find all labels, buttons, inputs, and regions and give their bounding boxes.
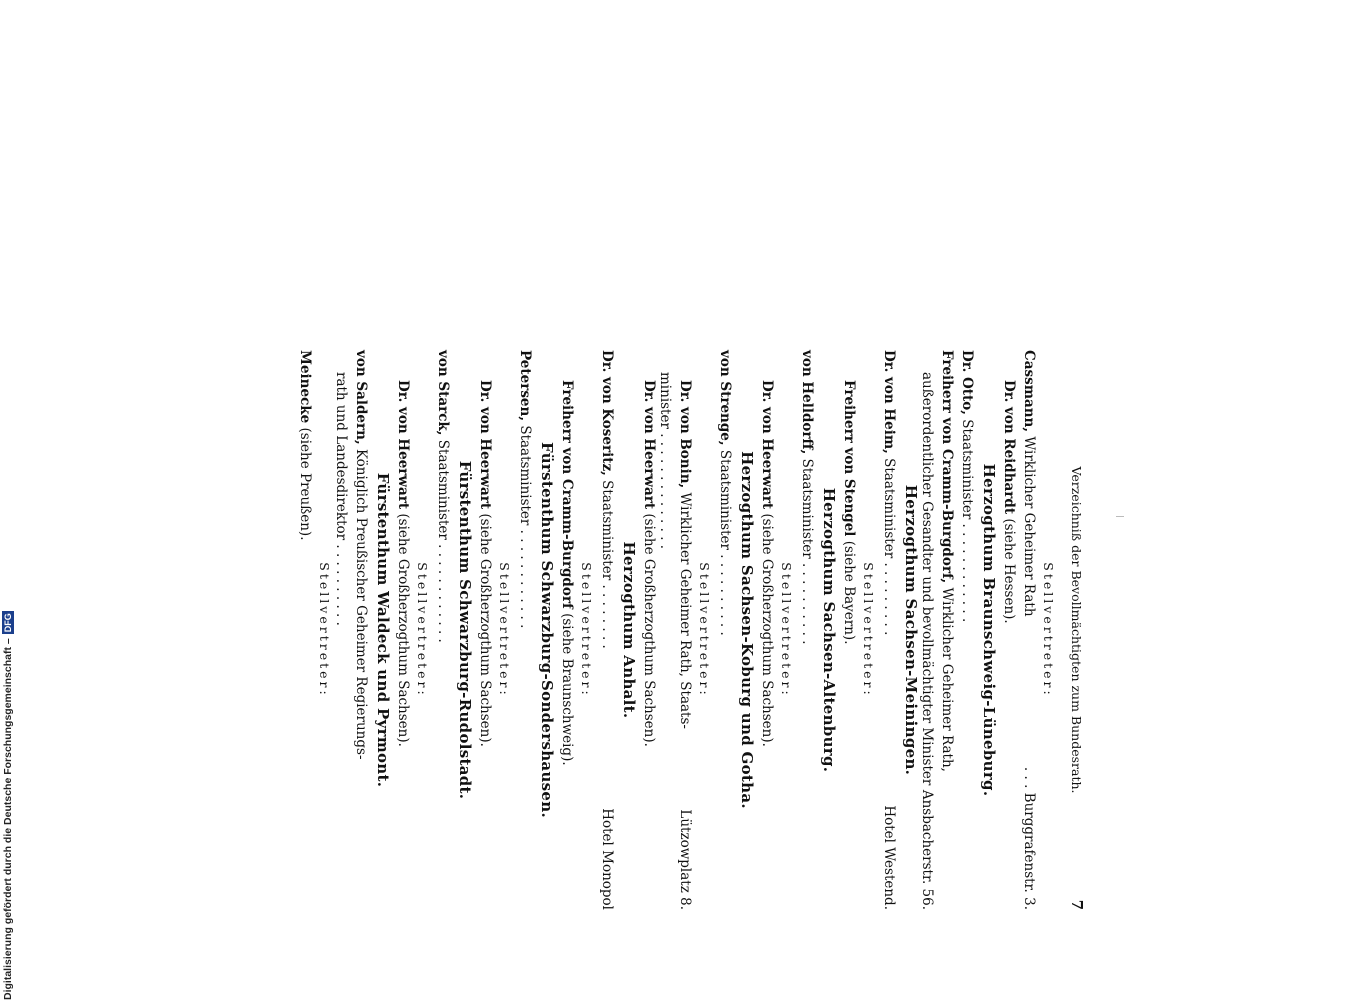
- delegate-title: Staatsminister . . . . . . . . . . . .: [517, 425, 533, 629]
- delegate-title: Staatsminister . . . . . . . . . . . .: [959, 419, 975, 623]
- delegate-title: Staatsminister . . . . . . . .: [599, 480, 615, 649]
- delegate-name: Freiherr von Cramm-Burgdorf: [559, 380, 575, 609]
- delegate-title: Wirklicher Geheimer Rath,: [939, 587, 955, 772]
- state-heading: Fürstenthum Waldeck und Pyrmont.: [374, 472, 392, 788]
- delegate-entry: [1021, 350, 1037, 910]
- scan-artifact: [1116, 516, 1124, 517]
- delegate-entry: [841, 380, 857, 910]
- delegate-address: Lützowplatz 8.: [677, 809, 693, 910]
- running-title: Verzeichniß der Bevollmächtigten zum Bundesrath.: [1069, 466, 1084, 794]
- delegate-title: (siehe Großherzogthum Sachsen).: [395, 513, 411, 747]
- delegate-title: (siehe Großherzogthum Sachsen).: [641, 513, 657, 747]
- document-page: [224, 350, 1084, 910]
- delegate-entry: [599, 350, 615, 910]
- delegate-title: Staatsminister . . . . . . . . .: [881, 458, 897, 636]
- delegate-name: von Helldorff,: [799, 350, 815, 455]
- delegate-entry: [939, 350, 955, 910]
- delegate-entry: [517, 350, 533, 910]
- delegate-entry: [333, 372, 349, 910]
- state-heading: Herzogthum Anhalt.: [620, 541, 638, 719]
- substitute-label: Stellvertreter:: [579, 562, 594, 698]
- substitute-label: Stellvertreter:: [317, 562, 332, 698]
- delegate-name: von Saldern,: [353, 350, 369, 445]
- delegate-entry: [353, 350, 369, 910]
- delegate-entry: [959, 350, 975, 910]
- delegate-name: Dr. von Reidhardt: [1001, 380, 1017, 515]
- delegate-entry: [477, 380, 493, 910]
- delegate-title: minister . . . . . . . . . . . . . .: [657, 372, 673, 550]
- delegate-entry: [799, 350, 815, 910]
- delegate-name: Dr. von Heerwart: [759, 380, 775, 510]
- delegate-title: (siehe Braunschweig).: [559, 613, 575, 766]
- delegate-address: Hotel Westend.: [881, 805, 897, 910]
- delegate-name: Petersen,: [517, 350, 533, 422]
- delegate-address: Ansbacherstr. 56.: [919, 789, 935, 910]
- page-number: 7: [1068, 899, 1086, 910]
- delegate-title: (siehe Bayern).: [841, 540, 857, 645]
- substitute-label: Stellvertreter:: [697, 562, 712, 698]
- delegate-entry: [919, 372, 935, 910]
- delegate-title: rath und Landesdirektor . . . . . . . . . .: [333, 372, 349, 626]
- state-heading: Herzogthum Braunschweig-Lüneburg.: [980, 463, 998, 797]
- state-heading: Fürstenthum Schwarzburg-Sondershausen.: [538, 442, 556, 818]
- delegate-title: Staatsminister . . . . . . . . . .: [717, 449, 733, 636]
- delegate-entry: [657, 372, 673, 910]
- delegate-name: Dr. von Heim,: [881, 350, 897, 454]
- delegate-entry: [395, 380, 411, 910]
- state-heading: Herzogthum Sachsen-Meiningen.: [902, 484, 920, 776]
- substitute-label: Stellvertreter:: [1041, 562, 1056, 698]
- delegate-name: Dr. von Koseritz,: [599, 350, 615, 476]
- delegate-title: (siehe Preußen).: [297, 427, 313, 541]
- delegate-title: Staatsminister . . . . . . . . . . . .: [435, 439, 451, 643]
- state-heading: Herzogthum Sachsen-Koburg und Gotha.: [738, 451, 756, 809]
- dfg-logo: DFG: [3, 613, 13, 633]
- state-heading: Fürstenthum Schwarzburg-Rudolstadt.: [456, 460, 474, 800]
- delegate-entry: [297, 350, 313, 910]
- delegate-name: Dr. Otto,: [959, 350, 975, 415]
- delegate-entry: [435, 350, 451, 910]
- delegate-name: Freiherr von Cramm-Burgdorf,: [939, 350, 955, 584]
- state-heading: Herzogthum Sachsen-Altenburg.: [820, 487, 838, 773]
- delegate-address: Hotel Monopol: [599, 808, 615, 910]
- delegate-name: Cassmann,: [1021, 350, 1037, 433]
- delegate-title: Königlich Preußischer Geheimer Regierungs-: [353, 448, 369, 760]
- delegate-entry: [559, 380, 575, 910]
- digitization-credit: [0, 608, 16, 1000]
- delegate-entry: [717, 350, 733, 910]
- delegate-entry: [1001, 380, 1017, 910]
- delegate-name: Dr. von Heerwart: [477, 380, 493, 510]
- delegate-entry: [677, 380, 693, 910]
- delegate-name: Dr. von Heerwart: [641, 380, 657, 510]
- delegate-address: . . . Burggrafenstr. 3.: [1021, 766, 1037, 910]
- delegate-title: (siehe Großherzogthum Sachsen).: [477, 513, 493, 747]
- substitute-label: Stellvertreter:: [861, 562, 876, 698]
- credit-text: Digitalisierung gefördert durch die Deutsche Forschungsgemeinschaft –: [2, 638, 14, 1000]
- delegate-title: (siehe Großherzogthum Sachsen).: [759, 513, 775, 747]
- delegate-name: Dr. von Heerwart: [395, 380, 411, 510]
- substitute-label: Stellvertreter:: [497, 562, 512, 698]
- delegate-entry: [881, 350, 897, 910]
- delegate-name: von Strenge,: [717, 350, 733, 446]
- delegate-entry: [641, 380, 657, 910]
- delegate-title: Wirklicher Geheimer Rath, Staats-: [677, 492, 693, 729]
- delegate-name: Freiherr von Stengel: [841, 380, 857, 537]
- delegate-title: (siehe Hessen).: [1001, 518, 1017, 624]
- substitute-label: Stellvertreter:: [415, 562, 430, 698]
- delegate-name: von Starck,: [435, 350, 451, 436]
- delegate-name: Meinecke: [297, 350, 313, 424]
- delegate-entry: [759, 380, 775, 910]
- delegate-title: außerordentlicher Gesandter und bevollmächtigter Minister: [919, 372, 935, 786]
- delegate-title: Staatsminister . . . . . . . . . .: [799, 458, 815, 645]
- substitute-label: Stellvertreter:: [779, 562, 794, 698]
- delegate-title: Wirklicher Geheimer Rath: [1021, 436, 1037, 617]
- delegate-name: Dr. von Bonin,: [677, 380, 693, 489]
